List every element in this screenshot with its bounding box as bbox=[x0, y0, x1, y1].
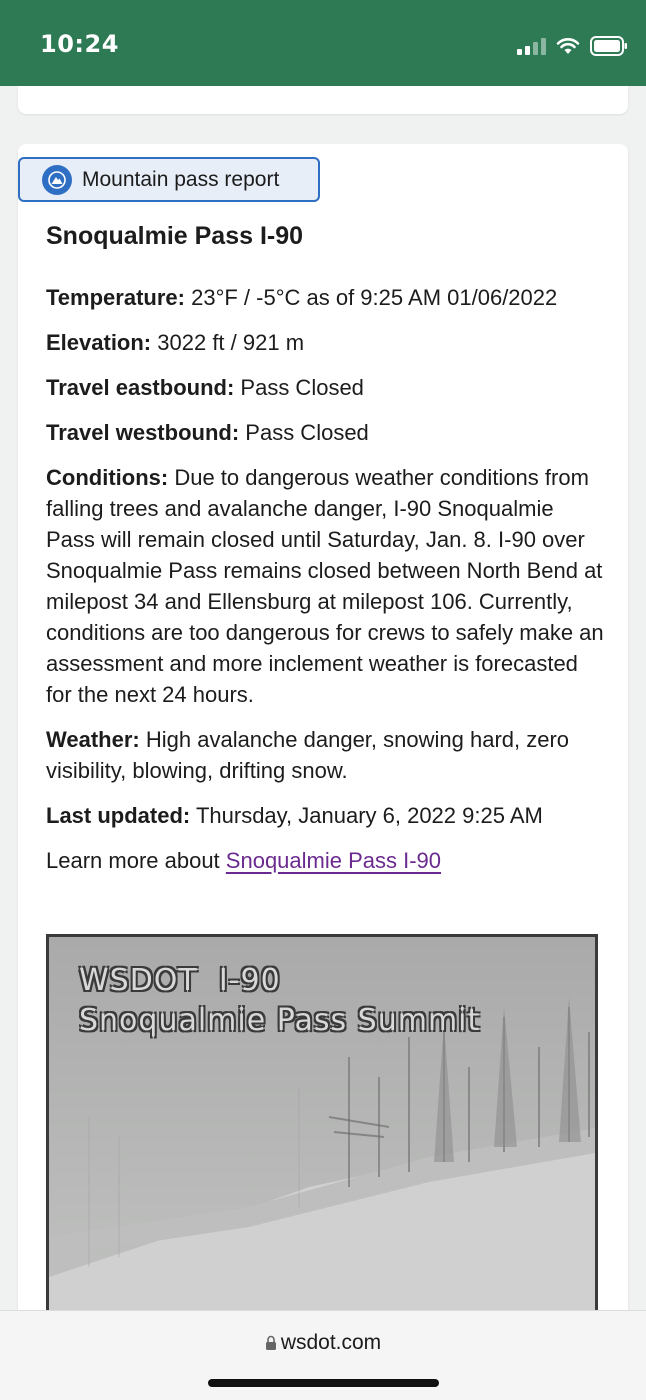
eastbound-row bbox=[46, 372, 606, 403]
address-bar[interactable] bbox=[0, 1331, 646, 1355]
url-text: wsdot.com bbox=[280, 1331, 382, 1354]
previous-card bbox=[18, 86, 628, 114]
temperature-value: 23°F / -5°C as of 9:25 AM 01/06/2022 bbox=[191, 285, 558, 310]
wifi-icon bbox=[556, 37, 580, 55]
last-updated-row bbox=[46, 800, 606, 831]
pass-report-card bbox=[18, 144, 628, 1344]
westbound-label: Travel westbound: bbox=[46, 420, 240, 445]
battery-icon bbox=[590, 36, 628, 56]
learn-more-prefix: Learn more about bbox=[46, 848, 220, 873]
tag-label: Mountain pass report bbox=[82, 167, 280, 191]
status-time: 10:24 bbox=[40, 30, 119, 58]
eastbound-label: Travel eastbound: bbox=[46, 375, 235, 400]
elevation-row bbox=[46, 327, 606, 358]
browser-bottom-bar bbox=[0, 1310, 646, 1400]
cellular-signal-icon bbox=[517, 37, 546, 55]
weather-label: Weather: bbox=[46, 727, 140, 752]
camera-image[interactable] bbox=[46, 934, 598, 1344]
eastbound-value: Pass Closed bbox=[240, 375, 364, 400]
camera-overlay-text bbox=[79, 961, 480, 1041]
westbound-row bbox=[46, 417, 606, 448]
mountain-pass-report-tag bbox=[18, 157, 320, 202]
camera-overlay-line2: Snoqualmie Pass Summit bbox=[79, 1003, 481, 1038]
elevation-label: Elevation: bbox=[46, 330, 152, 355]
conditions-value: Due to dangerous weather conditions from falling trees and avalanche danger, I-90 Snoqualmie Pass will remain closed until Saturday, Jan. 8. I-90 over Snoqualmie Pass remains closed between North Bend at milepost 34 and Ellensburg at milepost 106. Currently, conditions are too dangerous for crews to safely make an assessment and more inclement weather is forecasted for the next 24 hours. bbox=[46, 465, 604, 707]
westbound-value: Pass Closed bbox=[245, 420, 369, 445]
status-icons bbox=[517, 34, 628, 58]
conditions-label: Conditions: bbox=[46, 465, 169, 490]
temperature-label: Temperature: bbox=[46, 285, 185, 310]
elevation-value: 3022 ft / 921 m bbox=[157, 330, 305, 355]
learn-more-link[interactable]: Snoqualmie Pass I-90 bbox=[225, 848, 442, 873]
weather-row bbox=[46, 724, 606, 786]
camera-overlay-line1: WSDOT I-90 bbox=[79, 963, 281, 998]
lock-icon bbox=[265, 1335, 277, 1351]
last-updated-label: Last updated: bbox=[46, 803, 191, 828]
weather-value: High avalanche danger, snowing hard, zero visibility, blowing, drifting snow. bbox=[46, 727, 570, 783]
pass-info bbox=[46, 282, 606, 890]
conditions-row bbox=[46, 462, 606, 710]
status-bar bbox=[0, 0, 646, 86]
last-updated-value: Thursday, January 6, 2022 9:25 AM bbox=[195, 803, 543, 828]
mountain-icon bbox=[42, 165, 72, 195]
pass-title: Snoqualmie Pass I-90 bbox=[46, 222, 304, 250]
learn-more-row bbox=[46, 845, 606, 876]
home-indicator bbox=[208, 1379, 439, 1387]
temperature-row bbox=[46, 282, 606, 313]
